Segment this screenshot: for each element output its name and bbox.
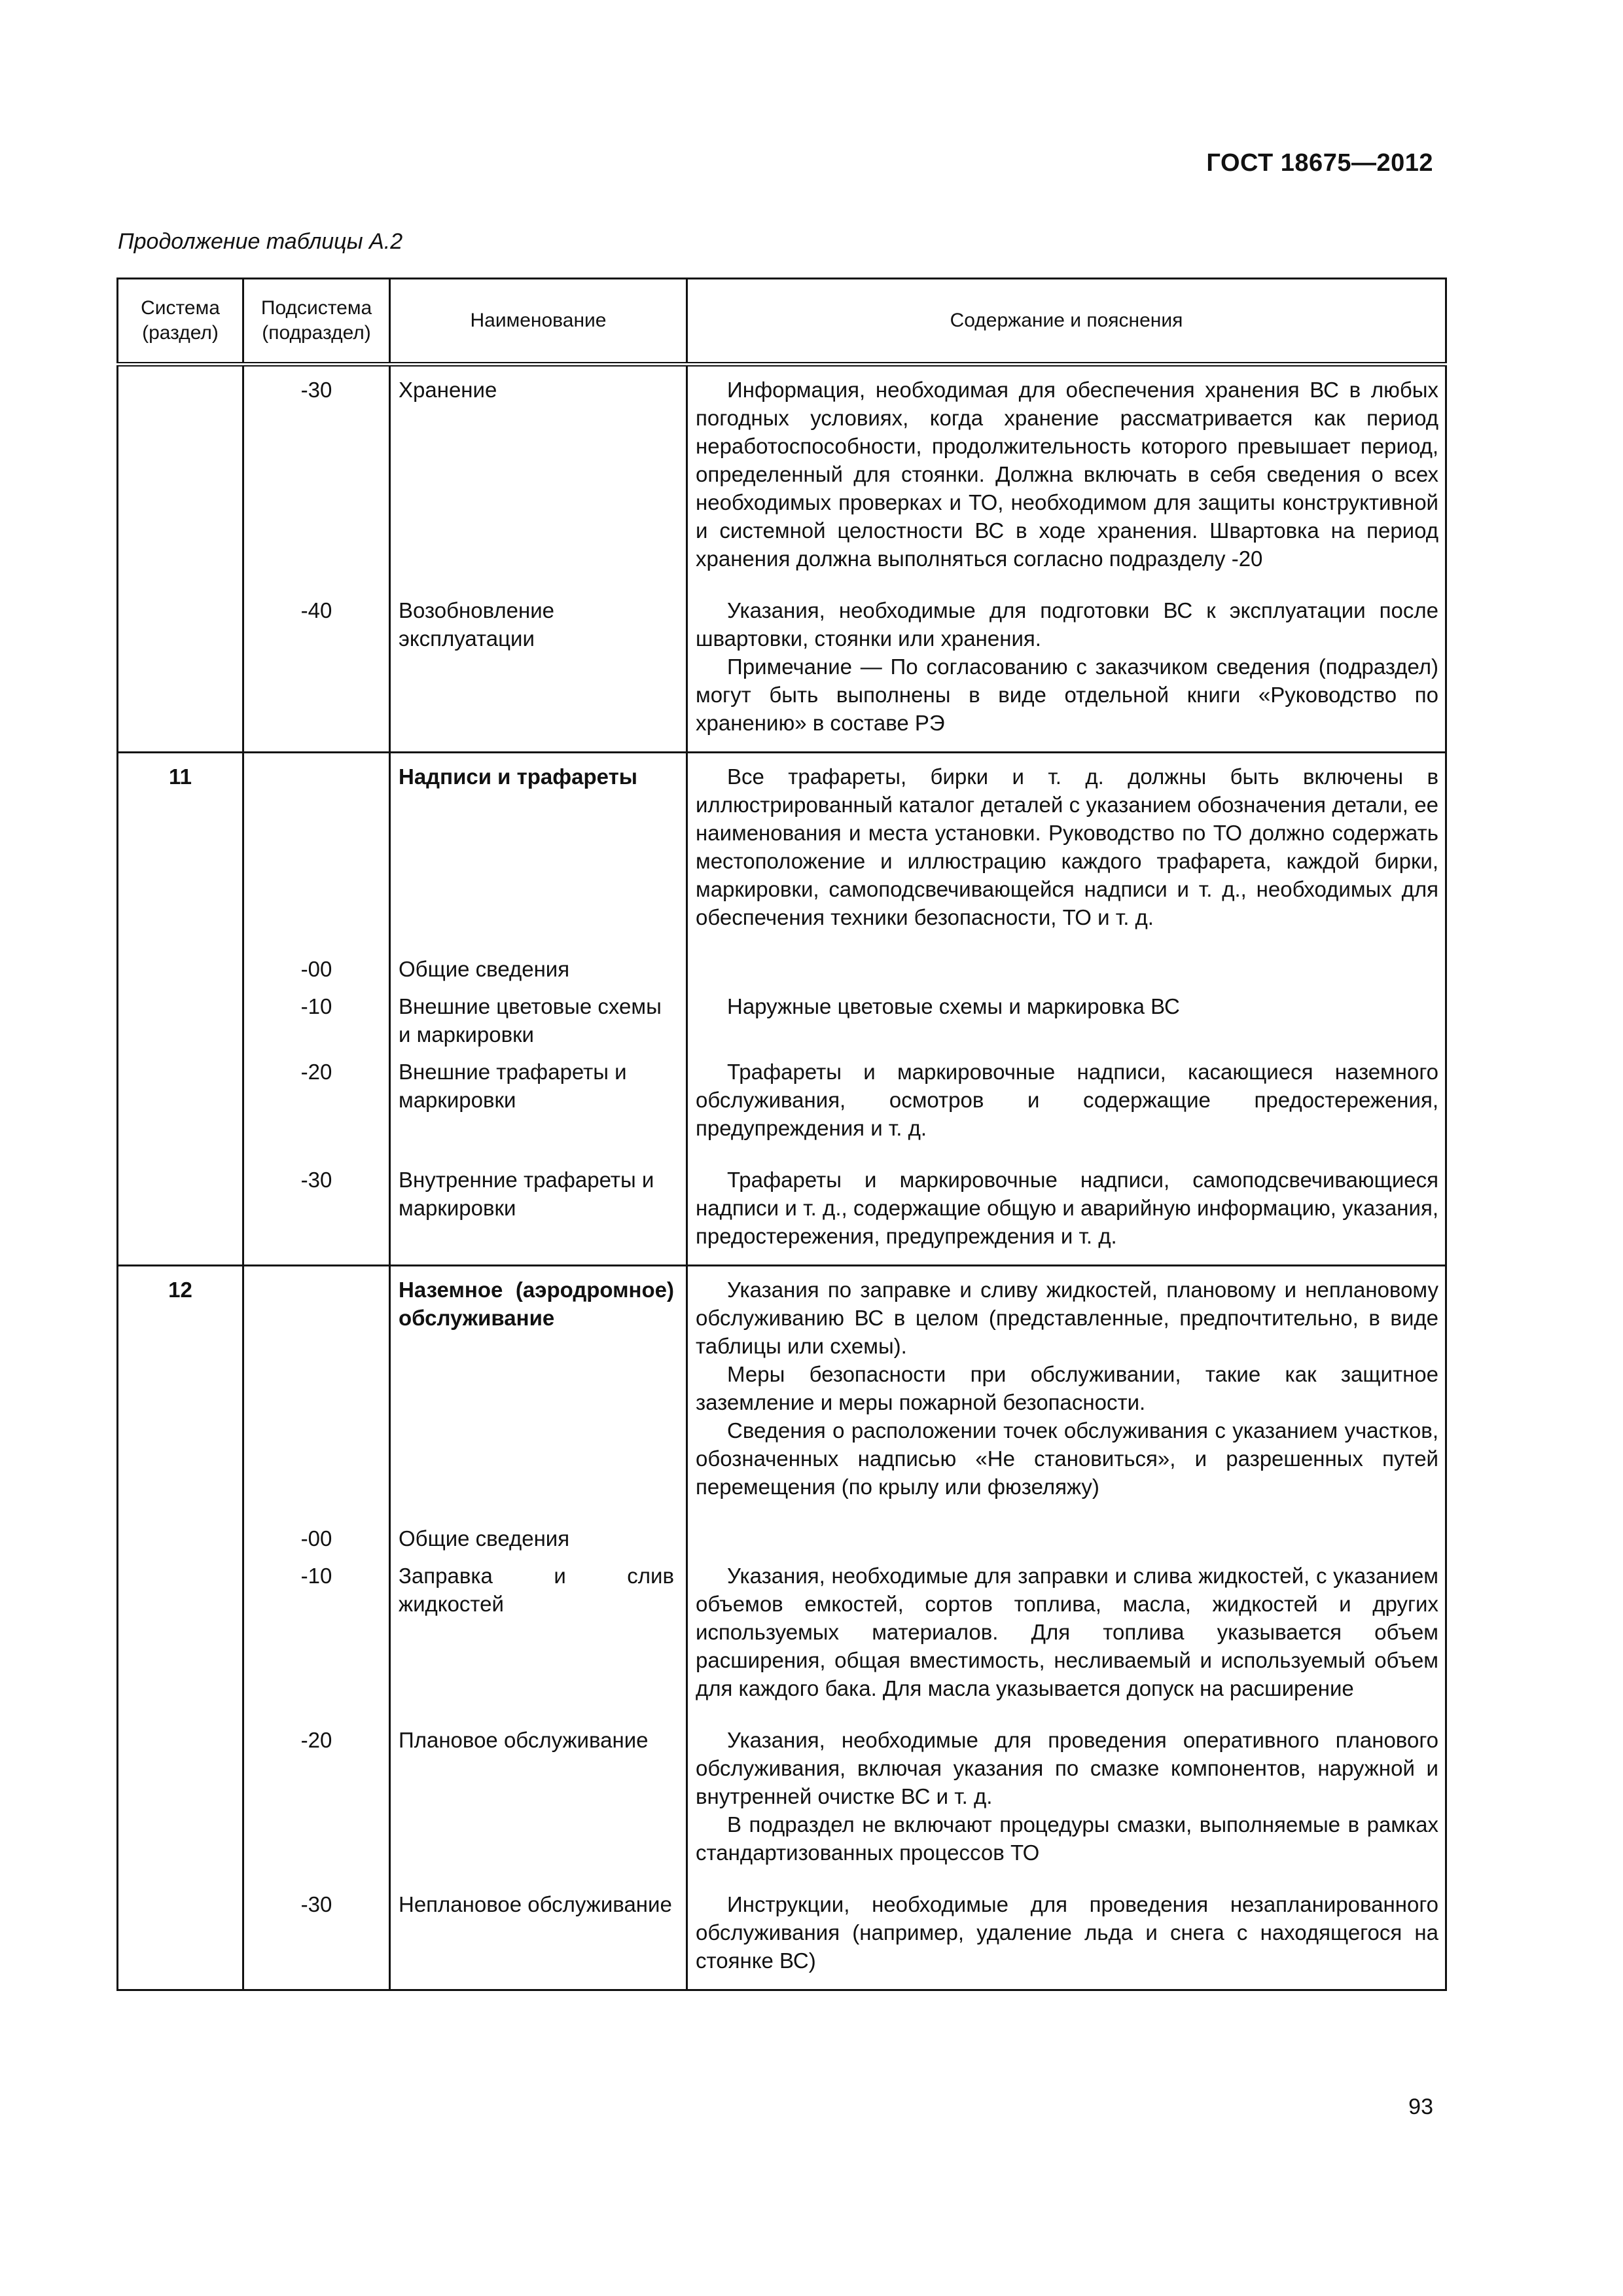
table-row-section-11 [118,753,1446,946]
description-paragraph: Указания, необходимые для заправки и слива жидкостей, с указанием объемов емкостей, сортов топлива, масла, жидкостей и других используемых материалов. Для топлива указывается объем расширения, общая вместимость, несливаемый и используемый объем для каждого бака. Для масла указывается допуск на расширение [696,1564,1438,1700]
column-header-name: Наименование [390,279,687,365]
standard-code: ГОСТ 18675—2012 [1206,149,1433,177]
table-header-row [118,279,1446,365]
description-paragraph: Трафареты и маркировочные надписи, касающиеся наземного обслуживания, осмотров и содержащие предостережения, предупреждения и т. д. [696,1060,1438,1140]
table-row [118,365,1446,588]
name-text: Внешние цветовые схемы и маркировки [399,994,662,1047]
system-cell [118,1881,243,1990]
system-cell [118,983,243,1049]
description-note: Примечание — По согласованию с заказчиком сведения (подраздел) могут быть выполнены в виде отдельной книги «Руководство по хранению» в составе РЭ [696,655,1438,735]
name-text: Неплановое обслуживание [399,1892,672,1916]
description-paragraph: Информация, необходимая для обеспечения хранения ВС в любых погодных условиях, когда хранение рассматривается как период неработоспособности, продолжительность которого превышает период, определенный для стоянки. Должна включать в себя сведения о всех необходимых проверках и ТО, необходимом для защиты конструктивной и системной целостности ВС в ходе хранения. Швартовка на период хранения должна выполняться согласно подразделу -20 [696,378,1438,571]
name-text: Общие сведения [399,1526,570,1551]
name-cell [390,1717,687,1881]
system-cell: 12 [118,1266,243,1516]
specification-table [116,278,1447,1991]
column-header-subsystem: Подсистема (подраздел) [243,279,390,365]
description-paragraph: Сведения о расположении точек обслуживания с указанием участков, обозначенных надписью «Не становиться», и разрешенных путей перемещения (по крылу или фюзеляжу) [696,1418,1438,1499]
system-cell [118,1049,243,1157]
description-cell [687,587,1446,753]
description-cell [687,1266,1446,1516]
table-row [118,1515,1446,1552]
subsystem-cell: -40 [243,587,390,753]
subsystem-cell: -00 [243,946,390,983]
table-container [116,278,1445,1991]
name-text: Хранение [399,378,497,402]
description-cell [687,1515,1446,1552]
name-cell [390,365,687,588]
name-cell [390,1515,687,1552]
name-cell [390,946,687,983]
description-paragraph: Указания, необходимые для подготовки ВС к эксплуатации после швартовки, стоянки или хранения. [696,598,1438,651]
description-cell [687,1717,1446,1881]
name-cell [390,983,687,1049]
description-paragraph: Меры безопасности при обслуживании, такие как защитное заземление и меры пожарной безопасности. [696,1362,1438,1414]
system-cell: 11 [118,753,243,946]
name-cell [390,1266,687,1516]
table-row [118,1552,1446,1717]
subsystem-cell [243,753,390,946]
description-cell [687,365,1446,588]
table-row [118,587,1446,753]
description-cell [687,1881,1446,1990]
section-title: Наземное (аэродромное) обслуживание [399,1278,674,1330]
name-text: Общие сведения [399,957,570,981]
description-paragraph: Наружные цветовые схемы и маркировка ВС [727,994,1180,1018]
system-cell [118,365,243,588]
table-row [118,946,1446,983]
name-cell [390,1552,687,1717]
description-paragraph: Указания по заправке и сливу жидкостей, плановому и неплановому обслуживанию ВС в целом (представленные, предпочтительно, в виде таблицы или схемы). [696,1278,1438,1358]
description-paragraph: В подраздел не включают процедуры смазки, выполняемые в рамках стандартизованных процессов ТО [696,1812,1438,1865]
name-cell [390,587,687,753]
description-cell [687,1157,1446,1266]
subsystem-cell: -20 [243,1049,390,1157]
name-text: Внутренние трафареты и маркировки [399,1168,654,1220]
system-cell [118,1717,243,1881]
subsystem-cell: -20 [243,1717,390,1881]
description-cell [687,983,1446,1049]
table-row [118,1717,1446,1881]
section-title: Надписи и трафареты [399,764,637,789]
system-cell [118,587,243,753]
subsystem-cell: -00 [243,1515,390,1552]
name-cell [390,1049,687,1157]
subsystem-cell [243,1266,390,1516]
description-paragraph: Указания, необходимые для проведения оперативного планового обслуживания, включая указания по смазке компонентов, наружной и внутренней очистке ВС и т. д. [696,1728,1438,1808]
table-row [118,1157,1446,1266]
table-row [118,1881,1446,1990]
subsystem-cell: -10 [243,1552,390,1717]
name-cell [390,753,687,946]
name-cell [390,1881,687,1990]
description-cell [687,753,1446,946]
description-paragraph: Трафареты и маркировочные надписи, самоподсвечивающиеся надписи и т. д., содержащие общую и аварийную информацию, указания, предостережения, предупреждения и т. д. [696,1168,1438,1248]
description-paragraph: Все трафареты, бирки и т. д. должны быть включены в иллюстрированный каталог деталей с указанием обозначения детали, ее наименования и места установки. Руководство по ТО должно содержать местоположение и иллюстрацию каждого трафарета, каждой бирки, маркировки, самоподсвечивающейся надписи и т. д., необходимых для обеспечения техники безопасности, ТО и т. д. [696,764,1438,929]
system-cell [118,1552,243,1717]
name-cell [390,1157,687,1266]
description-paragraph: Инструкции, необходимые для проведения незапланированного обслуживания (например, удаление льда и снега с находящегося на стоянке ВС) [696,1892,1438,1973]
table-continuation-label: Продолжение таблицы А.2 [118,229,403,254]
name-text: Плановое обслуживание [399,1728,649,1752]
description-cell [687,1049,1446,1157]
system-cell [118,1515,243,1552]
system-cell [118,946,243,983]
subsystem-cell: -30 [243,1881,390,1990]
page-number: 93 [1408,2094,1433,2119]
name-text: Возобновление эксплуатации [399,598,554,651]
name-text: Внешние трафареты и маркировки [399,1060,627,1112]
table-row [118,983,1446,1049]
name-text: Заправка и слив жидкостей [399,1564,674,1616]
column-header-system: Система (раздел) [118,279,243,365]
description-cell [687,1552,1446,1717]
subsystem-cell: -30 [243,1157,390,1266]
system-cell [118,1157,243,1266]
table-row [118,1049,1446,1157]
description-cell [687,946,1446,983]
table-row-section-12 [118,1266,1446,1516]
subsystem-cell: -10 [243,983,390,1049]
column-header-description: Содержание и пояснения [687,279,1446,365]
subsystem-cell: -30 [243,365,390,588]
